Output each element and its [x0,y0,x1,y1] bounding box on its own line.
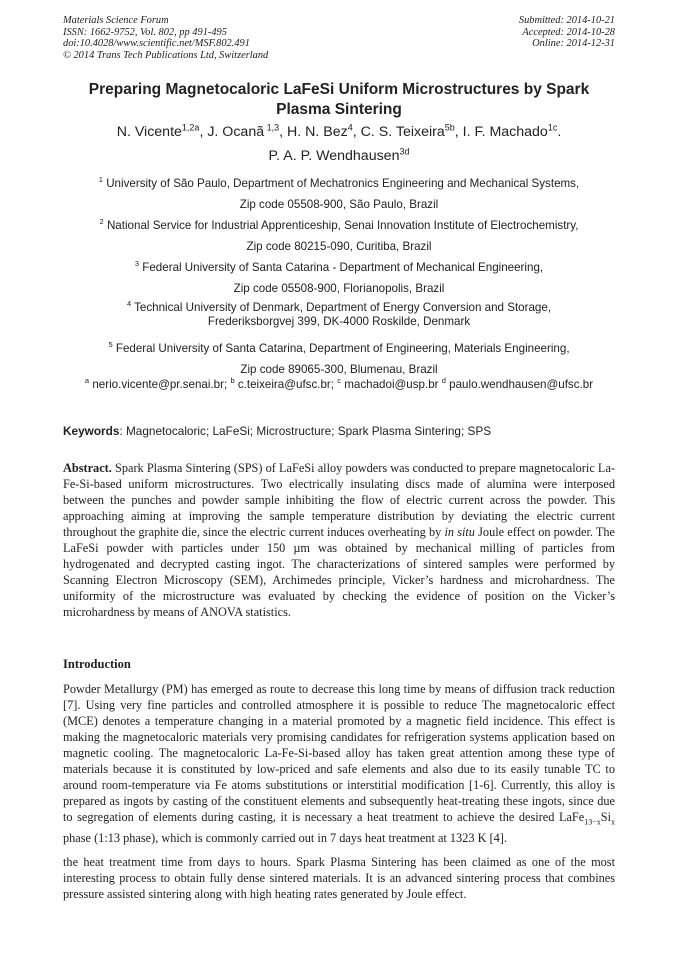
journal-issn: ISSN: 1662-9752, Vol. 802, pp 491-495 [63,26,227,38]
affiliation-item [56,215,622,257]
email-address[interactable]: paulo.wendhausen@ufsc.br [449,378,594,391]
accepted-date: Accepted: 2014-10-28 [522,26,615,38]
author-list [63,120,615,168]
email-address[interactable]: machadoi@usp.br [344,378,439,391]
affiliation-list [56,173,622,380]
abstract-text: Joule effect on powder. The LaFeSi powder with particles under 150 µm was obtained by mechanical milling of particles from hydrogenated and decrypted casting ingot. The characterizations of sintered samples were performed by Scanning Electron Microscopy (SEM), Archimedes principle, Vicker’s hardness and microhardness. The uniformity of the microstructure was evaluated by checking the evidence of position on the Vicker’s microhardness by means of ANOVA statistics. [63,525,616,619]
keywords-label: Keywords [63,424,120,438]
author-name: P. A. P. Wendhausen [268,148,400,164]
introduction-paragraph [63,681,615,846]
keywords-text: : Magnetocaloric; LaFeSi; Microstructure; Spark Plasma Sintering; SPS [119,424,492,438]
affiliation-line: Zip code 05508-900, São Paulo, Brazil [239,198,439,211]
author-separator: , [199,124,208,140]
affiliation-line: Frederiksborgvej 399, DK-4000 Roskilde, Denmark [207,315,471,328]
author-affil-mark: 1,3 [264,122,280,133]
author-affil-mark: 1c [547,122,558,133]
email-mark: b [230,376,235,386]
author-affil-mark: 4 [347,122,353,133]
affiliation-line: Zip code 05508-900, Florianopolis, Brazil [233,282,445,295]
author-name: I. F. Machado [462,124,548,140]
affiliation-line: Zip code 80215-090, Curitiba, Brazil [246,240,432,253]
formula-subscript: x [611,817,615,827]
author-separator: . [557,124,562,140]
formula-part: LaFe [558,810,585,824]
abstract-label: Abstract. [63,461,112,475]
affiliation-line: Technical University of Denmark, Department of Energy Conversion and Storage, [134,301,552,314]
journal-header [63,15,268,61]
author-separator: , [454,124,463,140]
email-mark: a [84,376,90,386]
affiliation-number: 1 [98,175,103,185]
affiliation-line: National Service for Industrial Apprenticeship, Senai Innovation Institute of Electrochemistry, [106,219,579,232]
journal-copyright: © 2014 Trans Tech Publications Ltd, Switzerland [63,49,269,61]
affiliation-number: 3 [134,259,140,269]
email-mark: d [441,376,446,386]
introduction-paragraph-continued: the heat treatment time from days to hours. Spark Plasma Sintering has been claimed as one of the most interesting process to obtain fully dense sintered materials. It is an advanced sintering process that combines pressure assisted sintering along with high heating rates generated by Joule effect. [63,855,615,901]
author-affil-mark: 5b [444,122,455,133]
author-separator: , [279,124,288,140]
affiliation-item [56,173,622,215]
email-mark: c [337,376,342,386]
section-heading: Introduction [63,657,131,671]
introduction-text: phase (1:13 phase), which is commonly carried out in 7 days heat treatment at 1323 K [4]. [63,831,507,846]
journal-doi: doi:10.4028/www.scientific.net/MSF.802.491 [63,38,250,50]
submitted-date: Submitted: 2014-10-21 [518,15,615,26]
author-separator: , [352,124,361,140]
paper-title: Preparing Magnetocaloric LaFeSi Uniform Microstructures by Spark Plasma Sintering [88,81,590,118]
online-date: Online: 2014-12-31 [532,38,615,50]
keywords-line [63,424,491,438]
affiliation-number: 4 [126,299,132,309]
introduction-text: Powder Metallurgy (PM) has emerged as route to decrease this long time by means of diffusion track reduction [7]. Using very fine particles and controlled atmosphere it is possible to reduce The magnetocaloric effect (MCE) denotes a temperature changing in a material promoted by a magnetic field incidence. This effect is making the magnetocaloric materials very promising candidates for refrigeration systems application based on magnetic cooling. The magnetocaloric La-Fe-Si-based alloy has taken great attention among these type of materials because it is constituted by low-priced and safe elements and also due to its easily tunable TC to around room-temperature via Fe atoms substitutions or interstitial modification [1-6]. Currently, this alloy is prepared as ingots by casting of the constituent elements and subsequently heat-treating these ingots, since due to segregation of elements during casting, it is necessary a heat treatment to achieve the desired [63,682,615,824]
affiliation-item [56,338,622,380]
abstract-italic-term: in situ [444,525,475,539]
formula [558,810,615,827]
journal-name: Materials Science Forum [63,15,169,26]
formula-subscript: 13−x [584,817,601,827]
author-name: C. S. Teixeira [360,124,445,140]
author-name: J. Ocanã [207,124,265,140]
affiliation-line: University of São Paulo, Department of Mechatronics Engineering and Mechanical Systems, [106,177,580,190]
formula-part: Si [600,810,611,824]
affiliation-item [56,257,622,299]
dates-header [519,15,615,50]
author-affil-mark: 3d [399,146,410,157]
author-affil-mark: 1,2a [181,122,200,133]
affiliation-item [56,301,622,329]
affiliation-line: Federal University of Santa Catarina, Department of Engineering, Materials Engineering, [115,342,570,355]
email-address[interactable]: c.teixeira@ufsc.br; [237,378,335,391]
author-name: N. Vicente [116,124,182,140]
affiliation-number: 5 [108,340,113,350]
affiliation-line: Federal University of Santa Catarina - Department of Mechanical Engineering, [142,261,544,274]
affiliation-line: Zip code 89065-300, Blumenau, Brazil [240,363,438,376]
email-address[interactable]: nerio.vicente@pr.senai.br; [92,378,228,391]
email-list [56,378,622,392]
abstract-text: Spark Plasma Sintering (SPS) of LaFeSi alloy powders was conducted to prepare magnetocaloric La-Fe-Si-based uniform microstructures. Two electrically insulating discs made of alumina were interposed between the punches and powder sample inhibiting the flow of electric current across the powder. This approaching aiming at improving the sample temperature distribution by deviating the electric current throughout the graphite die, since the electric current induces overheating by [63,461,615,539]
author-name: H. N. Bez [287,124,348,140]
abstract-paragraph [63,460,615,620]
affiliation-number: 2 [99,217,104,227]
